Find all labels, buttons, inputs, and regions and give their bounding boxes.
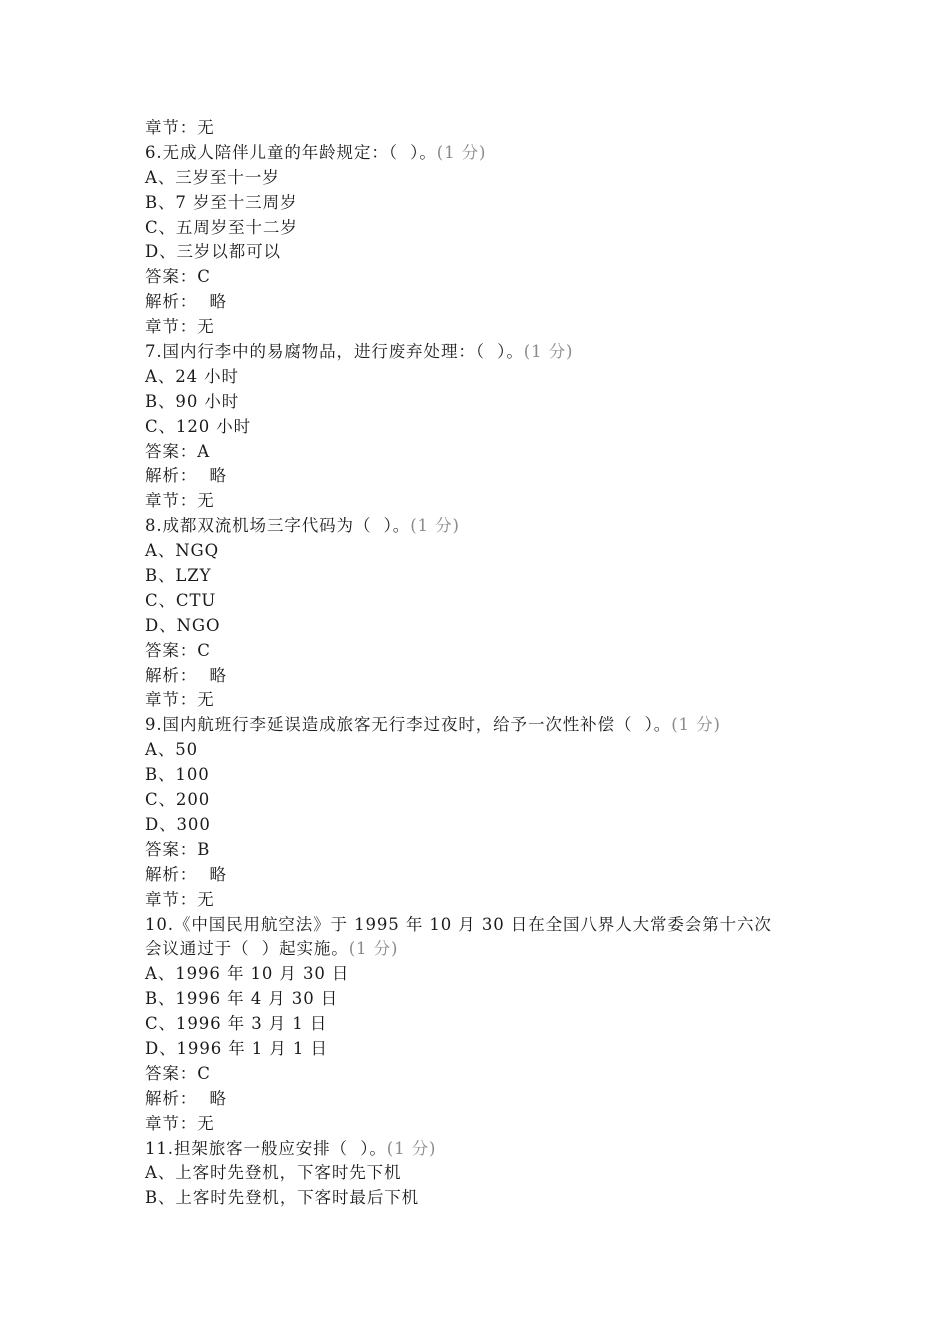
text-line — [145, 340, 825, 365]
document-body — [145, 116, 825, 1211]
text-line — [145, 738, 825, 763]
text-line — [145, 639, 825, 664]
line-text: A、三岁至十一岁 — [145, 167, 280, 187]
line-text: A、1996 年 10 月 30 日 — [145, 964, 350, 984]
text-line — [145, 191, 825, 216]
line-text: A、上客时先登机，下客时先下机 — [145, 1163, 402, 1183]
text-line — [145, 489, 825, 514]
text-line — [145, 1087, 825, 1112]
text-line — [145, 564, 825, 589]
text-line — [145, 240, 825, 265]
text-line — [145, 1186, 825, 1211]
line-text: C、200 — [145, 790, 211, 810]
line-text: 答案：C — [145, 267, 211, 287]
question-score: (1 分) — [348, 939, 399, 959]
line-text: B、LZY — [145, 566, 212, 586]
line-text: 解析： 略 — [145, 864, 227, 884]
text-line — [145, 265, 825, 290]
line-text: B、100 — [145, 765, 210, 785]
line-text: B、90 小时 — [145, 391, 240, 411]
text-line — [145, 664, 825, 689]
text-line — [145, 116, 825, 141]
line-text: 6.无成人陪伴儿童的年龄规定：（ ）。 — [145, 142, 437, 162]
text-line — [145, 290, 825, 315]
text-line — [145, 788, 825, 813]
text-line — [145, 1037, 825, 1062]
line-text: B、上客时先登机，下客时最后下机 — [145, 1188, 420, 1208]
text-line — [145, 464, 825, 489]
text-line — [145, 863, 825, 888]
question-score: (1 分) — [671, 715, 721, 735]
line-text: D、三岁以都可以 — [145, 242, 281, 262]
line-text: 解析： 略 — [145, 665, 227, 685]
text-line — [145, 365, 825, 390]
text-line — [145, 514, 825, 539]
line-text: 10.《中国民用航空法》于 1995 年 10 月 30 日在全国八界人大常委会第十六次 — [145, 914, 772, 934]
text-line — [145, 763, 825, 788]
line-text: 答案：C — [145, 1063, 211, 1083]
line-text: 章节：无 — [145, 690, 215, 710]
text-line — [145, 937, 825, 962]
text-line — [145, 141, 825, 166]
line-text: A、50 — [145, 740, 199, 760]
line-text: 答案：C — [145, 640, 211, 660]
line-text: C、1996 年 3 月 1 日 — [145, 1014, 328, 1034]
line-text: 解析： 略 — [145, 292, 227, 312]
line-text: 章节：无 — [145, 889, 215, 909]
line-text: 解析： 略 — [145, 1088, 227, 1108]
line-text: 答案：A — [145, 441, 211, 461]
text-line — [145, 688, 825, 713]
text-line — [145, 888, 825, 913]
line-text: 7.国内行李中的易腐物品，进行废弃处理：（ ）。 — [145, 342, 524, 362]
line-text: 9.国内航班行李延误造成旅客无行李过夜时，给予一次性补偿（ ）。 — [145, 715, 672, 735]
question-score: (1 分) — [386, 1138, 437, 1158]
text-line — [145, 962, 825, 987]
text-line — [145, 216, 825, 241]
line-text: A、24 小时 — [145, 366, 239, 386]
line-text: 解析： 略 — [145, 466, 227, 486]
text-line — [145, 315, 825, 340]
line-text: 章节：无 — [145, 491, 215, 511]
text-line — [145, 415, 825, 440]
line-text: 8.成都双流机场三字代码为（ ）。 — [145, 516, 411, 536]
text-line — [145, 1112, 825, 1137]
line-text: A、NGQ — [145, 541, 220, 561]
line-text: 会议通过于（ ）起实施。 — [145, 939, 349, 959]
line-text: 章节：无 — [145, 1113, 215, 1133]
text-line — [145, 166, 825, 191]
question-score: (1 分) — [436, 142, 487, 162]
text-line — [145, 589, 825, 614]
line-text: B、1996 年 4 月 30 日 — [145, 989, 339, 1009]
line-text: 章节：无 — [145, 118, 215, 137]
text-line — [145, 539, 825, 564]
text-line — [145, 987, 825, 1012]
text-line — [145, 440, 825, 465]
question-score: (1 分) — [523, 342, 574, 362]
text-line — [145, 1137, 825, 1162]
text-line — [145, 838, 825, 863]
line-text: D、NGO — [145, 615, 221, 635]
line-text: D、1996 年 1 月 1 日 — [145, 1038, 328, 1058]
line-text: C、CTU — [145, 590, 217, 610]
line-text: 答案：B — [145, 839, 211, 859]
line-text: 11.担架旅客一般应安排（ ）。 — [145, 1138, 387, 1158]
line-text: C、五周岁至十二岁 — [145, 217, 298, 237]
line-text: 章节：无 — [145, 317, 215, 337]
line-text: D、300 — [145, 814, 211, 834]
text-line — [145, 1062, 825, 1087]
text-line — [145, 1012, 825, 1037]
text-line — [145, 913, 825, 938]
text-line — [145, 390, 825, 415]
text-line — [145, 813, 825, 838]
text-line — [145, 1161, 825, 1186]
text-line — [145, 614, 825, 639]
line-text: C、120 小时 — [145, 416, 252, 436]
line-text: B、7 岁至十三周岁 — [145, 192, 298, 212]
question-score: (1 分) — [410, 516, 460, 536]
text-line — [145, 713, 825, 738]
